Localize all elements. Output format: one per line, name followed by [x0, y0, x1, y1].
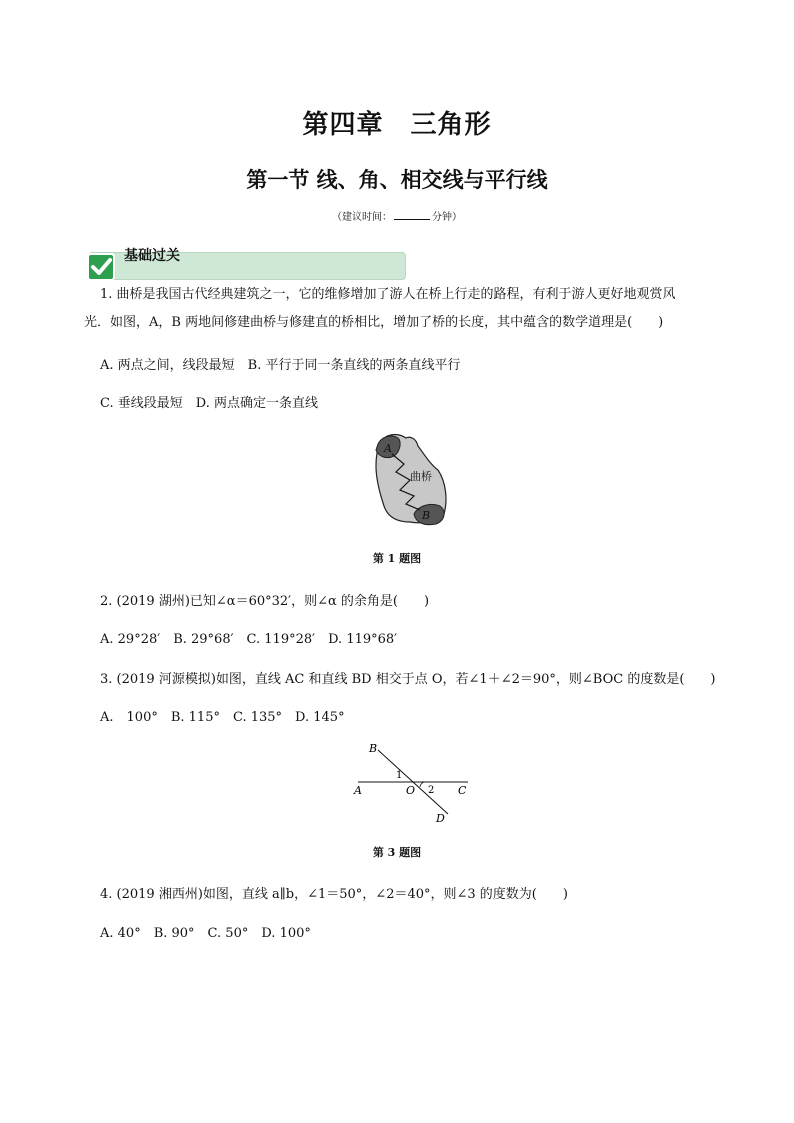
label-a: A [354, 784, 362, 797]
label-b: B [422, 509, 431, 522]
q1-line1: 1. 曲桥是我国古代经典建筑之一，它的维修增加了游人在桥上行走的路程，有利于游人更好地观赏风 [100, 287, 676, 302]
bridge-figure [370, 430, 450, 530]
section-title: 第一节 线、角、相交线与平行线 [246, 168, 548, 192]
figure-1-caption: 第 1 题图 [372, 552, 422, 565]
label-bridge: 曲桥 [410, 470, 432, 483]
q1-options-row2: C. 垂线段最短 D. 两点确定一条直线 [100, 396, 318, 411]
q2-options: A. 29°28′ B. 29°68′ C. 119°28′ D. 119°68′ [100, 632, 398, 647]
q4-options: A. 40° B. 90° C. 50° D. 100° [100, 926, 311, 941]
time-suffix: 分钟） [432, 212, 462, 223]
label-c: C [458, 784, 467, 797]
figure-3-caption: 第 3 题图 [372, 846, 422, 859]
question-3: 3. (2019 河源模拟)如图，直线 AC 和直线 BD 相交于点 O，若∠1＋∠2＝90°，则∠BOC 的度数是( ) [100, 672, 716, 687]
intersecting-lines-figure [350, 738, 480, 828]
label-angle-1: 1 [396, 770, 403, 781]
question-4: 4. (2019 湘西州)如图，直线 a∥b，∠1＝50°，∠2＝40°，则∠3 的度数为( ) [100, 887, 568, 902]
question-1 [84, 286, 700, 332]
banner-label: 基础过关 [124, 248, 180, 264]
label-angle-2: 2 [428, 785, 435, 796]
q3-options: A. 100° B. 115° C. 135° D. 145° [100, 710, 345, 725]
q1-options-row1: A. 两点之间，线段最短 B. 平行于同一条直线的两条直线平行 [100, 358, 461, 373]
label-b: B [369, 742, 378, 755]
suggested-time [0, 208, 794, 223]
label-o: O [406, 784, 416, 797]
check-icon [86, 252, 116, 282]
chapter-title: 第四章 三角形 [302, 110, 492, 140]
time-prefix: （建议时间： [332, 212, 392, 223]
label-d: D [436, 812, 445, 825]
label-a: A [384, 442, 392, 455]
question-2: 2. (2019 湖州)已知∠α＝60°32′，则∠α 的余角是( ) [100, 594, 430, 609]
q1-line2: 光．如图，A，B 两地间修建曲桥与修建直的桥相比，增加了桥的长度，其中蕴含的数学道理是( ) [84, 315, 664, 330]
time-blank [394, 219, 430, 220]
angle-2-arc [420, 782, 424, 787]
